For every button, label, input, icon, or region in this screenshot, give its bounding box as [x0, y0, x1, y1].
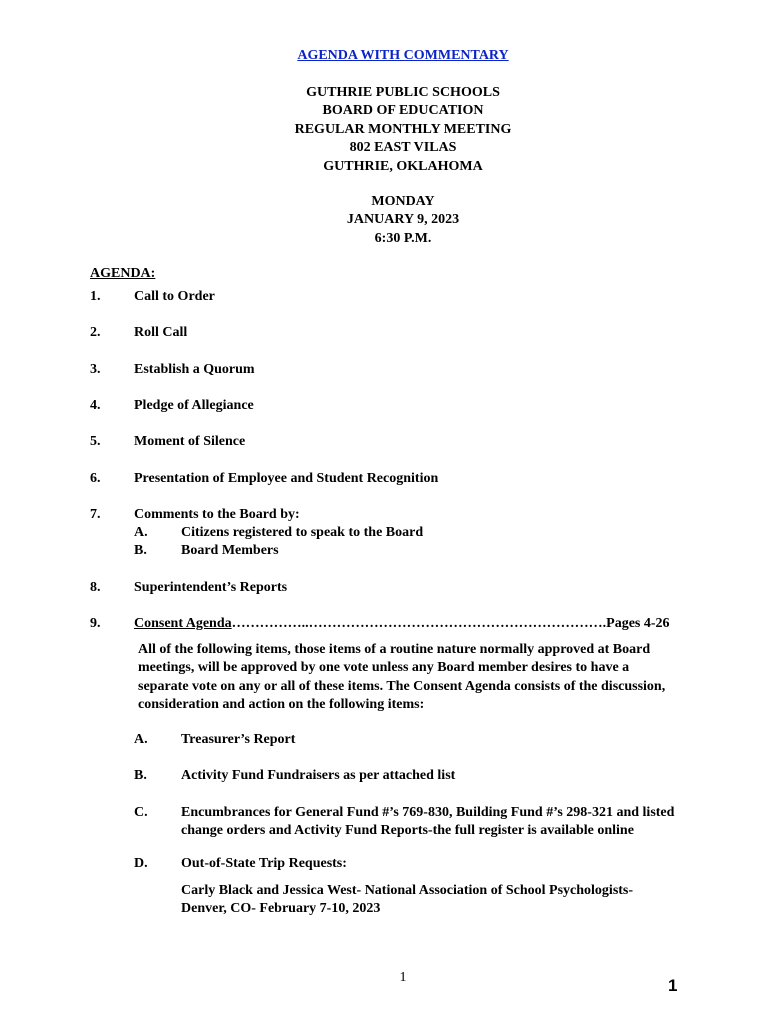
consent-item-text: Activity Fund Fundraisers as per attached list [181, 768, 456, 783]
item-text: Moment of Silence [134, 434, 246, 449]
consent-agenda-line [134, 616, 670, 632]
paragraph-line: All of the following items, those items of a routine nature normally approved at Board [138, 642, 651, 657]
document-title[interactable]: AGENDA WITH COMMENTARY [297, 48, 509, 63]
agenda-heading: AGENDA: [90, 266, 156, 281]
page-range: Pages 4-26 [606, 616, 670, 631]
item-text: Superintendent’s Reports [134, 580, 288, 595]
paragraph-line: meetings, will be approved by one vote unless any Board member desires to have a [138, 660, 630, 676]
meeting-day: MONDAY [371, 194, 435, 209]
sub-item-label: A. [134, 525, 148, 540]
date-block [0, 193, 770, 248]
paragraph-line: separate vote on any or all of these items. The Consent Agenda consists of the discussion, [138, 678, 666, 694]
consent-item-label: B. [134, 768, 147, 783]
consent-item-text: Out-of-State Trip Requests: [181, 856, 347, 871]
item-number: 7. [90, 507, 101, 522]
item-number: 5. [90, 434, 101, 449]
org-block [0, 84, 770, 176]
consent-item-label: A. [134, 732, 148, 747]
consent-description [138, 641, 728, 715]
org-line: GUTHRIE, OKLAHOMA [323, 158, 483, 174]
paragraph-line: consideration and action on the following items: [138, 697, 425, 713]
page-number: 1 [399, 970, 407, 985]
trip-line: Denver, CO- February 7-10, 2023 [181, 901, 381, 916]
item-number: 6. [90, 471, 101, 486]
sub-item-text: Citizens registered to speak to the Board [181, 525, 424, 540]
item-number: 4. [90, 398, 101, 413]
item-text: Comments to the Board by: [134, 507, 300, 522]
sub-item-label: B. [134, 543, 147, 558]
item-number: 8. [90, 580, 101, 595]
item-text: Pledge of Allegiance [134, 398, 254, 413]
org-line: GUTHRIE PUBLIC SCHOOLS [306, 85, 500, 100]
item-number: 9. [90, 616, 101, 631]
dot-leaders: ……………..………………………………………………………. [231, 616, 607, 631]
consent-item-text: change orders and Activity Fund Reports-the full register is available online [181, 823, 634, 838]
consent-item-text: Encumbrances for General Fund #’s 769-830, Building Fund #’s 298-321 and listed [181, 805, 675, 820]
meeting-time: 6:30 P.M. [374, 230, 432, 246]
item-text: Establish a Quorum [134, 362, 255, 377]
org-line: 802 EAST VILAS [349, 140, 457, 156]
org-line: REGULAR MONTHLY MEETING [294, 121, 512, 137]
consent-item-label: D. [134, 856, 148, 871]
item-text: Presentation of Employee and Student Recognition [134, 471, 439, 486]
org-line: BOARD OF EDUCATION [322, 103, 484, 119]
sub-item-text: Board Members [181, 543, 279, 558]
item-number: 1. [90, 289, 101, 304]
item-text: Call to Order [134, 289, 215, 304]
meeting-date: JANUARY 9, 2023 [346, 212, 460, 228]
consent-item-label: C. [134, 805, 148, 820]
trip-line: Carly Black and Jessica West- National Association of School Psychologists- [181, 883, 634, 898]
item-number: 2. [90, 325, 101, 340]
item-number: 3. [90, 362, 101, 377]
page-badge: 1 [668, 976, 678, 995]
consent-agenda-title: Consent Agenda [134, 616, 232, 631]
item-text: Roll Call [134, 325, 188, 340]
consent-item-text: Treasurer’s Report [181, 732, 296, 747]
